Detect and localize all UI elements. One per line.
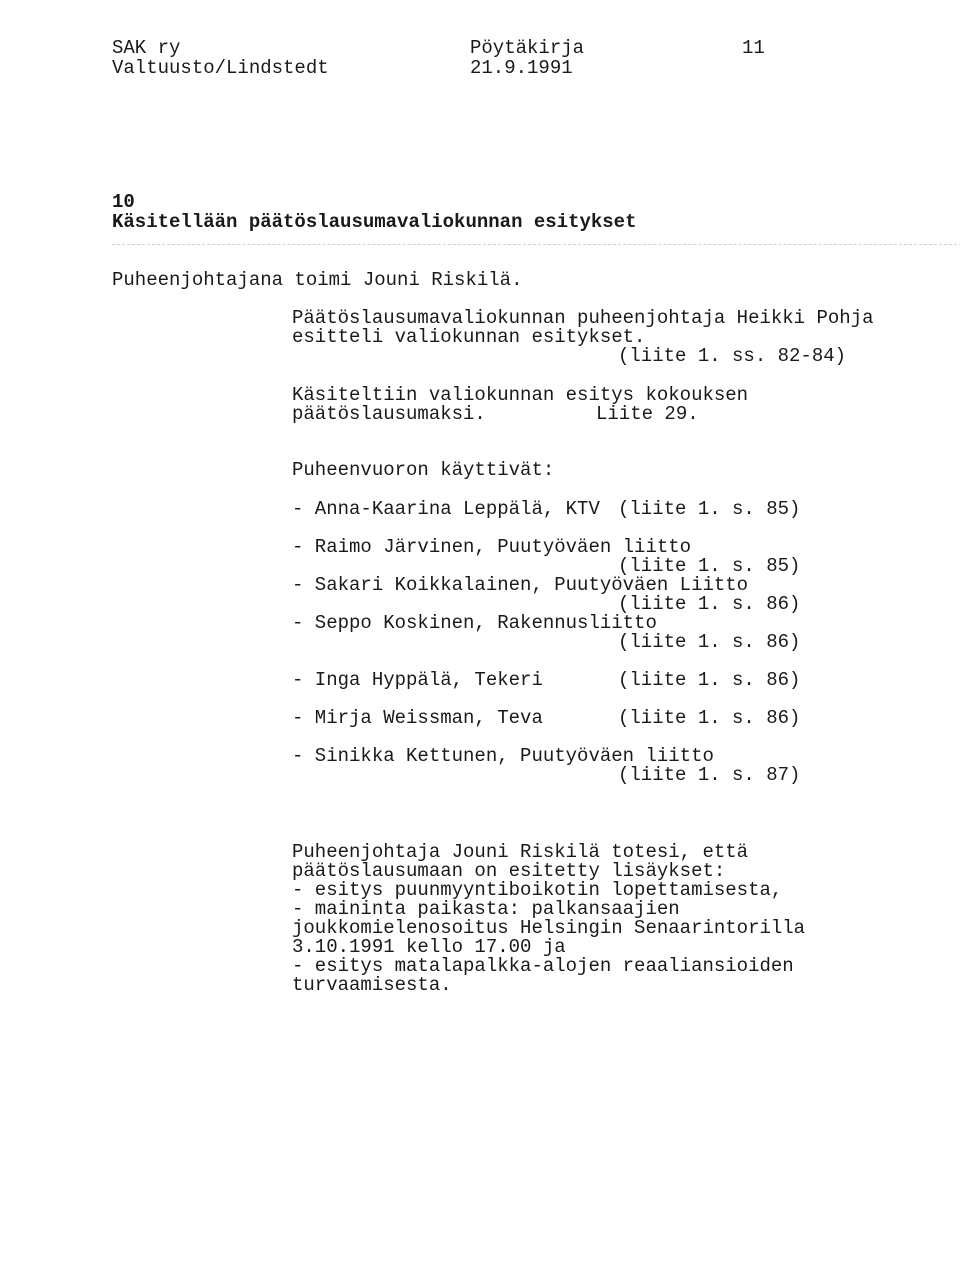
paragraph-2-attachment: Liite 29. bbox=[596, 403, 699, 425]
paragraph-1-line-1: Päätöslausumavaliokunnan puheenjohtaja Heikki Pohja bbox=[292, 307, 874, 329]
speaker-name: - Anna-Kaarina Leppälä, KTV bbox=[292, 498, 600, 520]
header-date: 21.9.1991 bbox=[470, 57, 573, 79]
closing-line: joukkomielenosoitus Helsingin Senaarintorilla bbox=[292, 917, 806, 939]
closing-line: - esitys matalapalkka-alojen reaaliansioiden bbox=[292, 955, 794, 977]
header-author: Valtuusto/Lindstedt bbox=[112, 57, 329, 79]
speaker-name: - Raimo Järvinen, Puutyöväen liitto bbox=[292, 536, 692, 558]
speaker-name: - Sinikka Kettunen, Puutyöväen liitto bbox=[292, 745, 714, 767]
speaker-reference: (liite 1. s. 87) bbox=[618, 764, 801, 786]
paragraph-1-line-2: esitteli valiokunnan esitykset. bbox=[292, 326, 646, 348]
header-doc-type: Pöytäkirja bbox=[470, 37, 585, 59]
speaker-name: - Inga Hyppälä, Tekeri bbox=[292, 669, 543, 691]
paragraph-2-line-2: päätöslausumaksi. bbox=[292, 403, 486, 425]
header-org: SAK ry bbox=[112, 37, 181, 59]
section-number: 10 bbox=[112, 191, 135, 213]
closing-line: turvaamisesta. bbox=[292, 974, 452, 996]
speaker-name: - Mirja Weissman, Teva bbox=[292, 707, 543, 729]
closing-line: - esitys puunmyyntiboikotin lopettamisesta, bbox=[292, 879, 783, 901]
speaker-reference: (liite 1. s. 86) bbox=[618, 669, 801, 691]
closing-line: Puheenjohtaja Jouni Riskilä totesi, että bbox=[292, 841, 749, 863]
chair-line: Puheenjohtajana toimi Jouni Riskilä. bbox=[112, 269, 523, 291]
closing-line: - maininta paikasta: palkansaajien bbox=[292, 898, 680, 920]
paragraph-1-reference: (liite 1. ss. 82-84) bbox=[618, 345, 847, 367]
speaker-reference: (liite 1. s. 85) bbox=[618, 555, 801, 577]
header-page-number: 11 bbox=[742, 37, 765, 59]
speaker-reference: (liite 1. s. 86) bbox=[618, 707, 801, 729]
closing-line: 3.10.1991 kello 17.00 ja bbox=[292, 936, 566, 958]
speaker-reference: (liite 1. s. 86) bbox=[618, 593, 801, 615]
speaker-name: - Sakari Koikkalainen, Puutyöväen Liitto bbox=[292, 574, 749, 596]
speakers-heading: Puheenvuoron käyttivät: bbox=[292, 459, 555, 481]
speaker-reference: (liite 1. s. 85) bbox=[618, 498, 801, 520]
speaker-name: - Seppo Koskinen, Rakennusliitto bbox=[292, 612, 657, 634]
speaker-reference: (liite 1. s. 86) bbox=[618, 631, 801, 653]
section-divider bbox=[112, 244, 960, 245]
paragraph-2-line-1: Käsiteltiin valiokunnan esitys kokouksen bbox=[292, 384, 749, 406]
section-title: Käsitellään päätöslausumavaliokunnan esitykset bbox=[112, 211, 637, 233]
closing-line: päätöslausumaan on esitetty lisäykset: bbox=[292, 860, 726, 882]
